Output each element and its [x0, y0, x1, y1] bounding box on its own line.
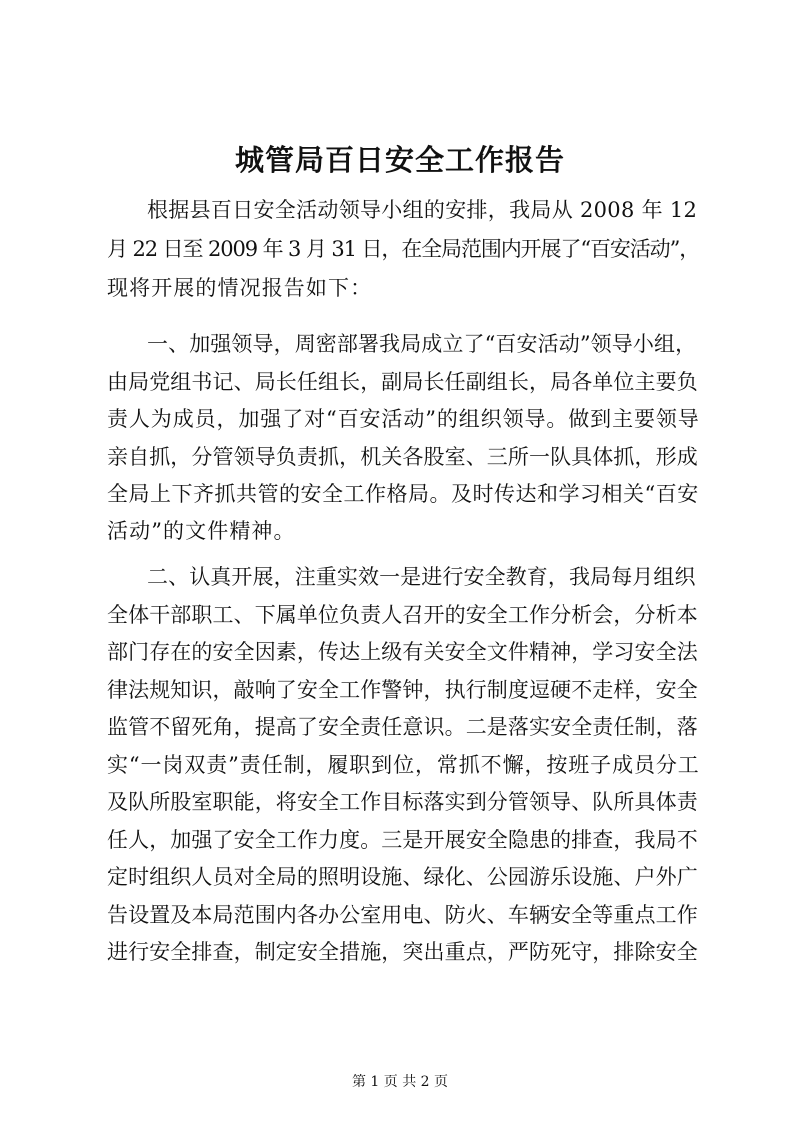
document-title: 城管局百日安全工作报告 [234, 143, 565, 177]
body-text-line: 告设置及本局范围内各办公室用电、防火、车辆安全等重点工作 [107, 903, 698, 927]
body-text-line: 由局党组书记、局长任组长，副局长任副组长，局各单位主要负 [107, 370, 698, 394]
body-text-line: 律法规知识，敲响了安全工作警钟，执行制度逗硬不走样，安全 [107, 678, 698, 702]
body-text-line: 一、加强领导，周密部署我局成立了“百安活动”领导小组， [147, 332, 697, 356]
body-text-line: 监管不留死角，提高了安全责任意识。二是落实安全责任制，落 [107, 715, 698, 739]
body-text-line: 根据县百日安全活动领导小组的安排，我局从 2008 年 12 [147, 198, 698, 222]
body-text-line: 二、认真开展，注重实效一是进行安全教育，我局每月组织 [147, 565, 696, 589]
body-text-line: 月 22 日至 2009 年 3 月 31 日，在全局范围内开展了“百安活动”， [107, 237, 700, 261]
page-footer: 第 1 页 共 2 页 [351, 1074, 449, 1090]
body-text-line: 现将开展的情况报告如下： [107, 276, 373, 300]
body-text-line: 亲自抓，分管领导负责抓，机关各股室、三所一队具体抓，形成 [107, 445, 698, 469]
body-text-line: 全体干部职工、下属单位负责人召开的安全工作分析会，分析本 [107, 603, 698, 627]
body-text-line: 全局上下齐抓共管的安全工作格局。及时传达和学习相关“百安 [107, 482, 699, 506]
body-text-line: 及队所股室职能，将安全工作目标落实到分管领导、队所具体责 [107, 790, 698, 814]
body-text-line: 实“一岗双责”责任制，履职到位，常抓不懈，按班子成员分工 [107, 753, 700, 777]
body-text-line: 定时组织人员对全局的照明设施、绿化、公园游乐设施、户外广 [107, 865, 698, 889]
body-text-line: 责人为成员，加强了对“百安活动”的组织领导。做到主要领导 [107, 407, 700, 431]
body-text-line: 进行安全排查，制定安全措施，突出重点，严防死守，排除安全 [107, 940, 698, 964]
body-text-line: 部门存在的安全因素，传达上级有关安全文件精神，学习安全法 [107, 640, 698, 664]
body-text-line: 任人，加强了安全工作力度。三是开展安全隐患的排查，我局不 [107, 828, 698, 852]
body-text-line: 活动”的文件精神。 [107, 519, 296, 543]
